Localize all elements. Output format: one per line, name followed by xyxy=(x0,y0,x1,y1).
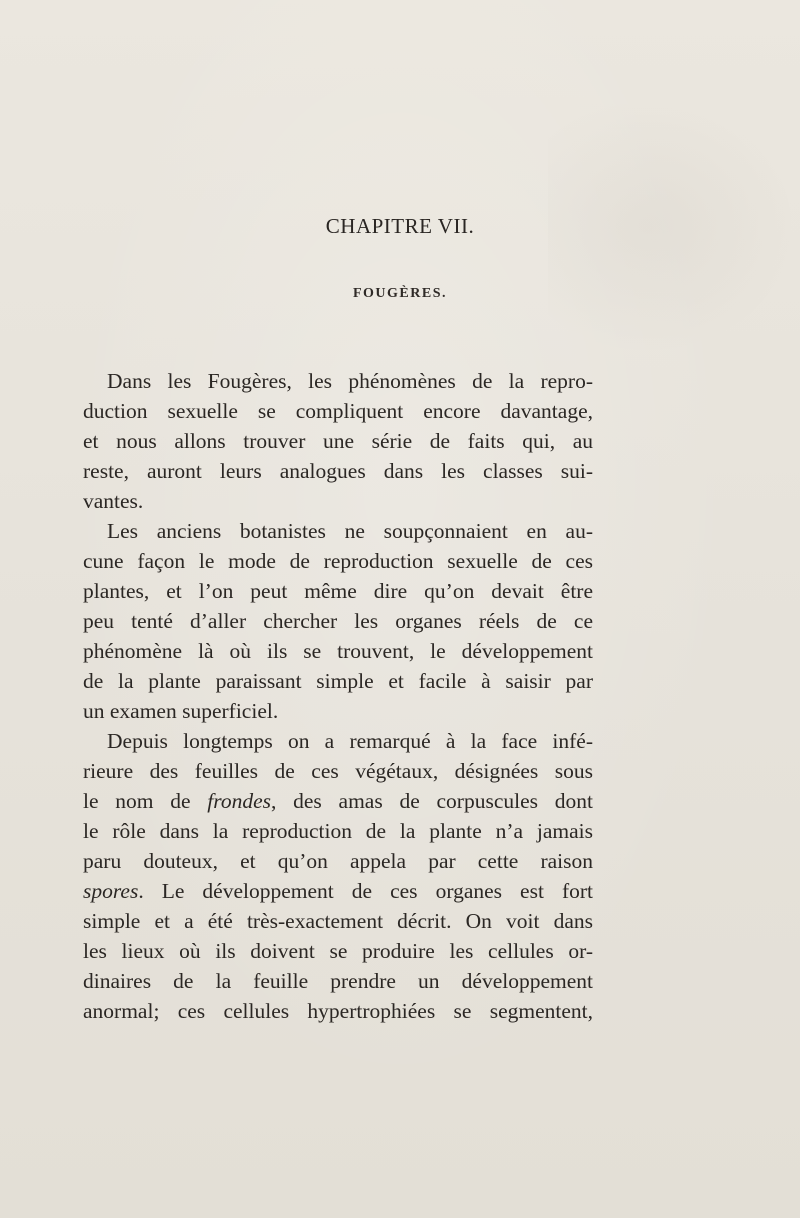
text-line: anormal; ces cellules hypertrophiées se segmentent, xyxy=(83,999,593,1023)
text-line: reste, auront leurs analogues dans les classes sui- xyxy=(83,459,593,483)
chapter-title: CHAPITRE VII. xyxy=(325,214,475,238)
text-line: duction sexuelle se compliquent encore davantage, xyxy=(83,399,593,423)
text-line: le rôle dans la reproduction de la plante n’a jamais xyxy=(83,819,593,843)
text-line: peu tenté d’aller chercher les organes réels de ce xyxy=(83,609,593,633)
text-line: vantes. xyxy=(83,489,144,513)
text-line: phénomène là où ils se trouvent, le développement xyxy=(83,639,593,663)
text-line: plantes, et l’on peut même dire qu’on devait être xyxy=(83,579,593,603)
italic-term: spores xyxy=(83,879,139,903)
text-line: Dans les Fougères, les phénomènes de la repro- xyxy=(107,369,593,393)
text-line-with-italic xyxy=(83,876,593,906)
text-line: Les anciens botanistes ne soupçonnaient en au- xyxy=(107,519,593,543)
text-line: et nous allons trouver une série de faits qui, au xyxy=(83,429,593,453)
text-line: cune façon le mode de reproduction sexuelle de ces xyxy=(83,549,593,573)
text-line: Depuis longtemps on a remarqué à la face infé- xyxy=(107,729,593,753)
section-title: FOUGÈRES. xyxy=(352,286,447,301)
italic-term: frondes xyxy=(207,789,271,813)
text-fragment: le nom de xyxy=(83,789,208,813)
text-line: dinaires de la feuille prendre un développement xyxy=(83,969,593,993)
text-line: paru douteux, et qu’on appela par cette raison xyxy=(83,849,593,873)
text-line: de la plante paraissant simple et facile à saisir par xyxy=(83,669,593,693)
text-fragment: . Le développement de ces organes est fort xyxy=(138,879,593,903)
text-line: simple et a été très-exactement décrit. On voit dans xyxy=(83,909,593,933)
text-fragment: , des amas de corpuscules dont xyxy=(271,789,593,813)
text-line: un examen superficiel. xyxy=(83,699,279,723)
text-line-with-italic xyxy=(83,786,593,816)
text-line: les lieux où ils doivent se produire les cellules or- xyxy=(83,939,593,963)
text-line: rieure des feuilles de ces végétaux, désignées sous xyxy=(83,759,593,783)
